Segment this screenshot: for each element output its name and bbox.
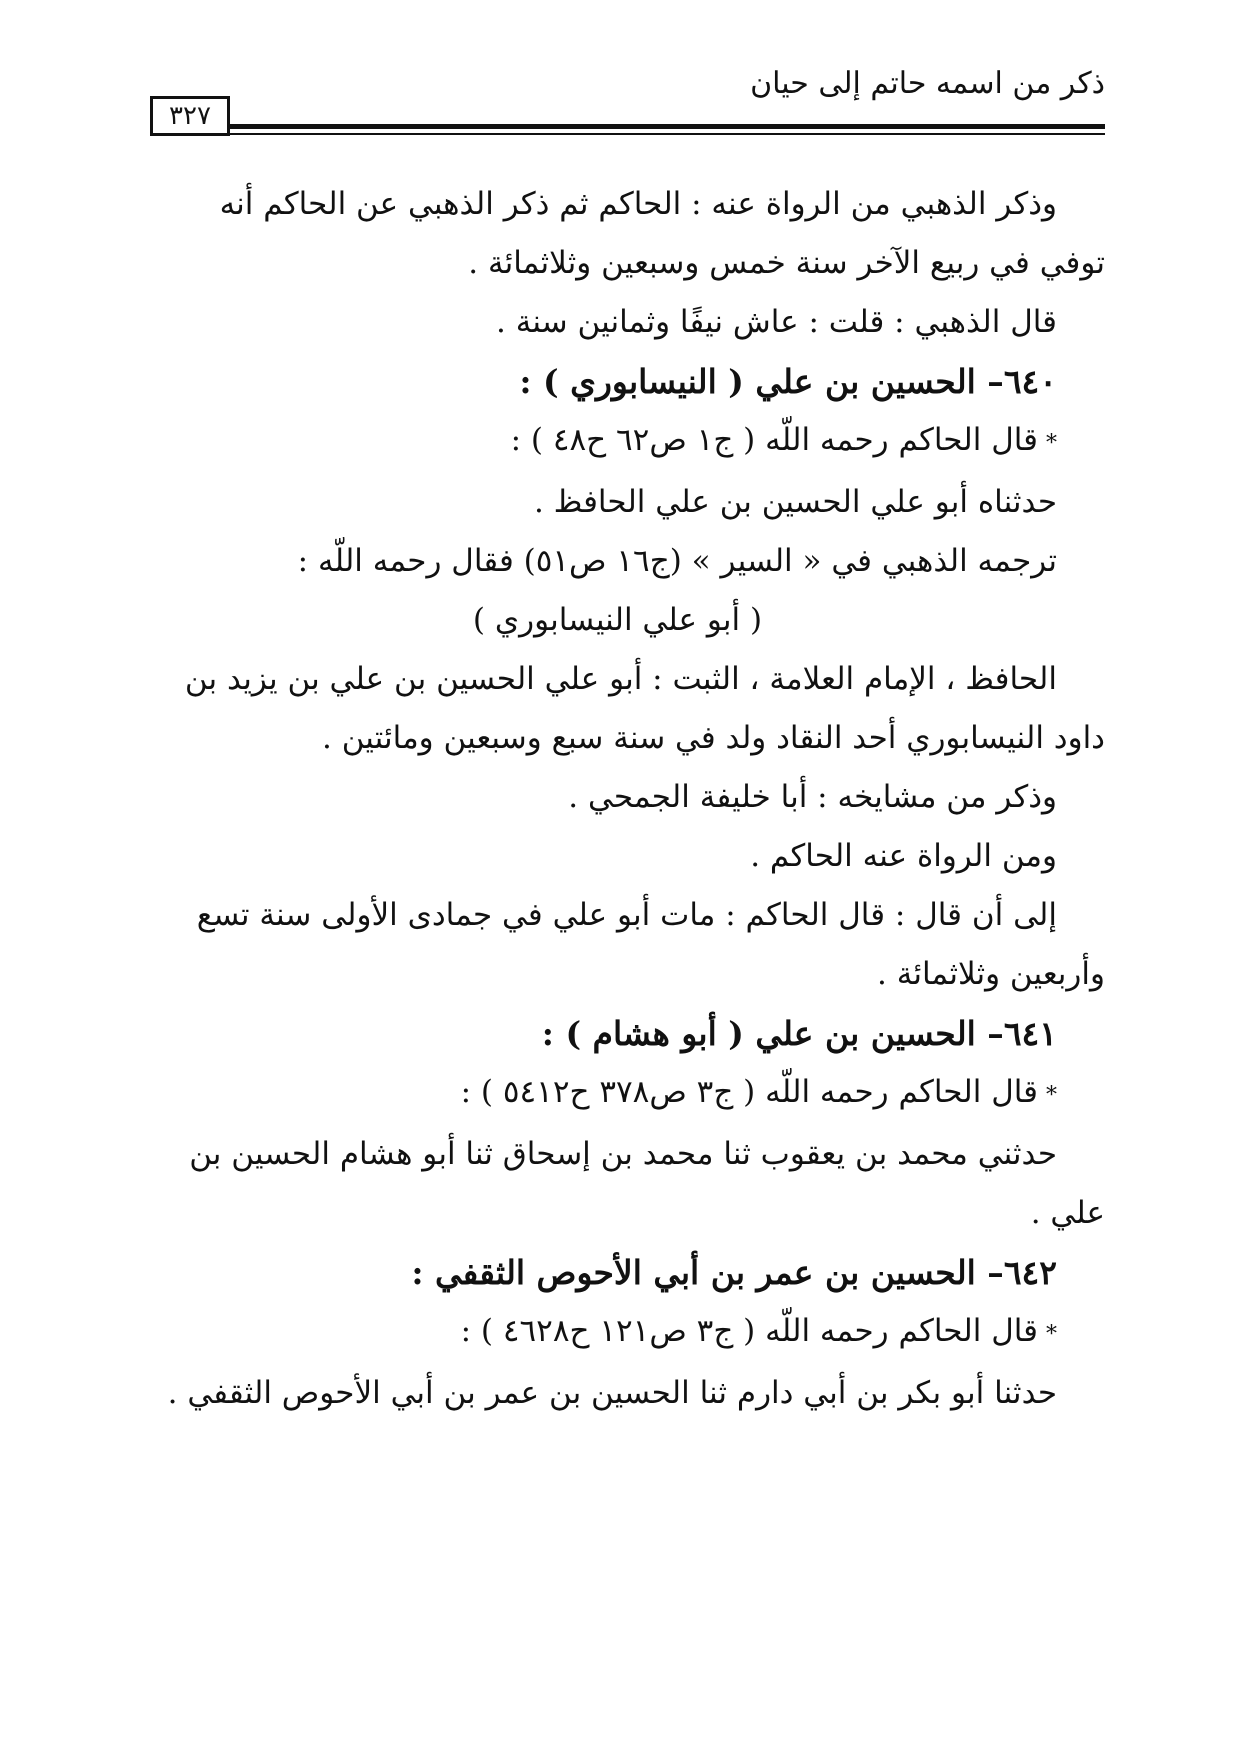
star-icon: * — [1046, 431, 1057, 456]
citation-line — [130, 1063, 1105, 1125]
citation-text: قال الحاكم رحمه اللّه ( ج٣ ص١٢١ ح٤٦٢٨ ) : — [460, 1313, 1038, 1349]
text-line: حدثناه أبو علي الحسين بن علي الحافظ . — [533, 484, 1057, 520]
text-line: ومن الرواة عنه الحاكم . — [750, 838, 1057, 874]
citation-text: قال الحاكم رحمه اللّه ( ج٣ ص٣٧٨ ح٥٤١٢ ) : — [460, 1074, 1038, 1110]
text-line: داود النيسابوري أحد النقاد ولد في سنة سبع وسبعين ومائتين . — [321, 720, 1105, 756]
page-number: ٣٢٧ — [150, 96, 230, 136]
subtitle-line: ( أبو علي النيسابوري ) — [472, 602, 763, 638]
page-header — [150, 52, 1105, 142]
entry-heading-642: ٦٤٢– الحسين بن عمر بن أبي الأحوص الثقفي : — [411, 1253, 1057, 1292]
text-line: وذكر من مشايخه : أبا خليفة الجمحي . — [568, 779, 1057, 815]
citation-line — [130, 1302, 1105, 1364]
entry-heading-641: ٦٤١– الحسين بن علي ( أبو هشام ) : — [541, 1014, 1057, 1053]
text-line: حدثنا أبو بكر بن أبي دارم ثنا الحسين بن عمر بن أبي الأحوص الثقفي . — [167, 1375, 1057, 1411]
text-line: علي . — [1030, 1195, 1105, 1231]
header-rule-thin — [230, 133, 1105, 135]
star-icon: * — [1046, 1083, 1057, 1108]
citation-line — [130, 411, 1105, 473]
text-line: إلى أن قال : قال الحاكم : مات أبو علي في جمادى الأولى سنة تسع — [196, 897, 1057, 933]
text-line: قال الذهبي : قلت : عاش نيفًا وثمانين سنة . — [496, 304, 1057, 340]
star-icon: * — [1046, 1322, 1057, 1347]
running-title: ذكر من اسمه حاتم إلى حيان — [750, 66, 1105, 101]
entry-heading-640: ٦٤٠– الحسين بن علي ( النيسابوري ) : — [519, 362, 1057, 401]
text-line: وأربعين وثلاثمائة . — [877, 956, 1105, 992]
text-line: الحافظ ، الإمام العلامة ، الثبت : أبو علي الحسين بن علي بن يزيد بن — [184, 661, 1057, 697]
header-rule-thick — [230, 124, 1105, 129]
citation-text: قال الحاكم رحمه اللّه ( ج١ ص٦٢ ح٤٨ ) : — [510, 422, 1038, 458]
text-line: حدثني محمد بن يعقوب ثنا محمد بن إسحاق ثنا أبو هشام الحسين بن — [189, 1136, 1057, 1172]
text-line: وذكر الذهبي من الرواة عنه : الحاكم ثم ذكر الذهبي عن الحاكم أنه — [219, 186, 1057, 222]
text-line: توفي في ربيع الآخر سنة خمس وسبعين وثلاثمائة . — [468, 245, 1105, 281]
page-body — [130, 175, 1105, 1423]
text-line: ترجمه الذهبي في « السير » (ج١٦ ص٥١) فقال رحمه اللّه : — [297, 543, 1057, 579]
